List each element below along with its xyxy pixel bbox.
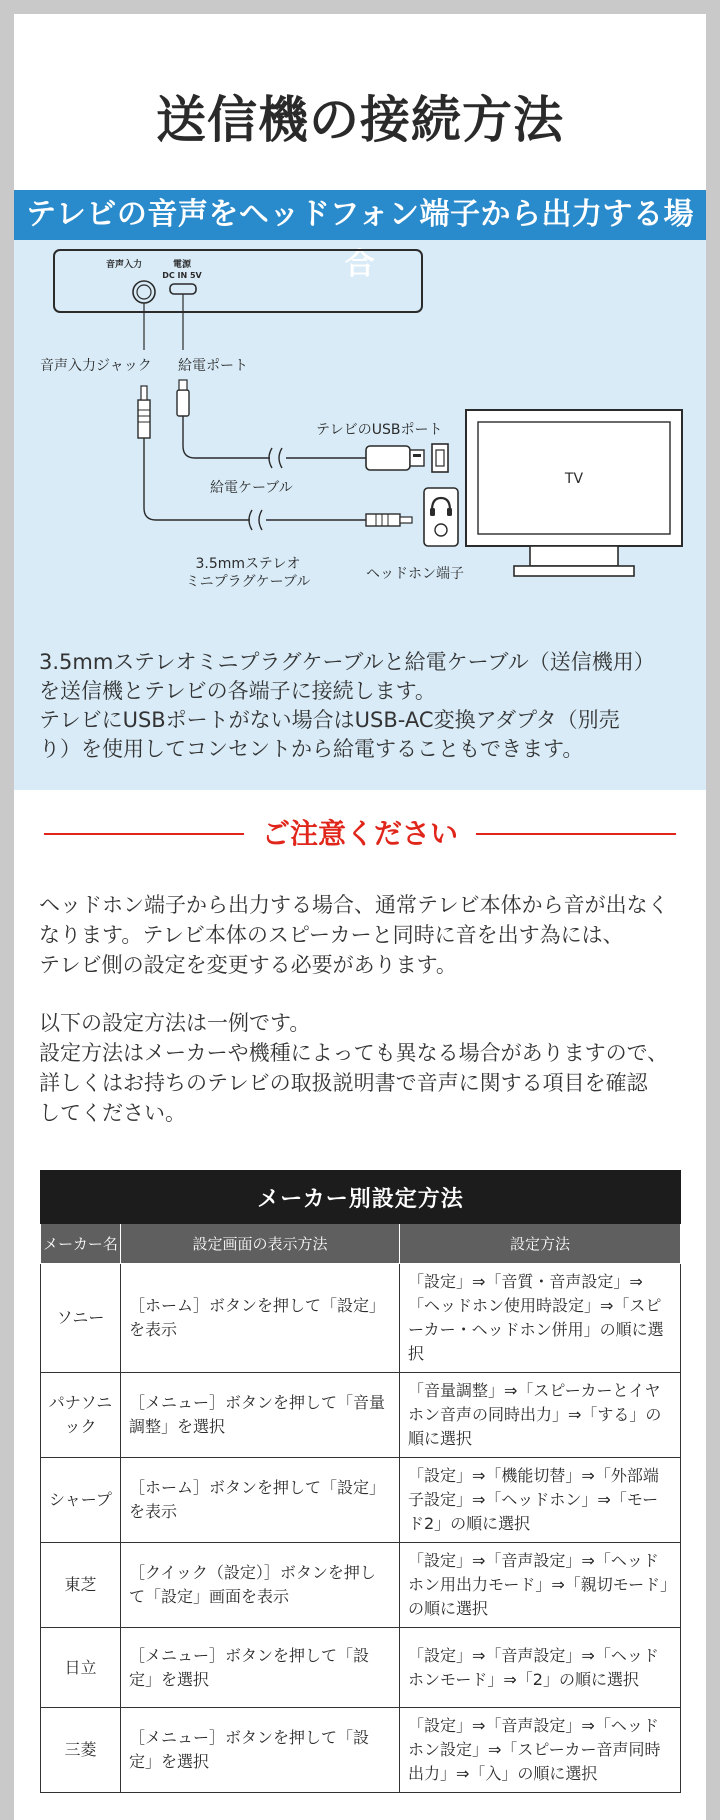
header-setting-method: 設定方法 — [400, 1224, 681, 1264]
setting-method-cell: 「設定」⇒「音声設定」⇒「ヘッドホン設定」⇒「スピーカー音声同時出力」⇒「入」の順に選択 — [400, 1708, 681, 1793]
tv-label: TV — [564, 471, 584, 487]
connection-description — [39, 648, 689, 764]
caution-label: ご注意ください — [250, 817, 470, 850]
caution-paragraph — [39, 890, 689, 980]
tv-usb-port-label: テレビのUSBポート — [316, 422, 443, 438]
header-maker: メーカー名 — [41, 1224, 121, 1264]
settings-note-paragraph — [39, 1008, 689, 1128]
setting-method-cell: 「設定」⇒「音質・音声設定」⇒「ヘッドホン使用時設定」⇒「スピーカー・ヘッドホン併用」の順に選択 — [400, 1264, 681, 1373]
caution-line: ヘッドホン端子から出力する場合、通常テレビ本体から音が出なく — [39, 893, 669, 917]
description-line: り）を使用してコンセントから給電することもできます。 — [39, 737, 584, 761]
note-line: 詳しくはお持ちのテレビの取扱説明書で音声に関する項目を確認 — [39, 1071, 648, 1095]
maker-cell: パナソニック — [41, 1373, 121, 1458]
power-port-label: 給電ポート — [178, 358, 248, 374]
display-method-cell: ［クイック（設定）］ボタンを押して「設定」画面を表示 — [121, 1543, 400, 1628]
display-method-cell: ［ホーム］ボタンを押して「設定」を表示 — [121, 1264, 400, 1373]
table-row — [41, 1543, 681, 1628]
description-line: を送信機とテレビの各端子に接続します。 — [39, 679, 436, 703]
note-line: 以下の設定方法は一例です。 — [39, 1011, 311, 1035]
connection-diagram — [14, 240, 706, 610]
display-method-cell: ［メニュー］ボタンを押して「設定」を選択 — [121, 1628, 400, 1708]
setting-method-cell: 「設定」⇒「音声設定」⇒「ヘッドホンモード」⇒「2」の順に選択 — [400, 1628, 681, 1708]
audio-jack-icon — [133, 281, 155, 303]
display-method-cell: ［ホーム］ボタンを押して「設定」を表示 — [121, 1458, 400, 1543]
caution-heading — [44, 814, 676, 854]
stereo-cable-label-1: 3.5mmステレオ — [195, 556, 301, 572]
audio-jack-label: 音声入力ジャック — [40, 358, 152, 374]
maker-cell: シャープ — [41, 1458, 121, 1543]
table-row — [41, 1628, 681, 1708]
usb-c-plug-icon — [177, 390, 189, 416]
device-label-power: 電源 — [172, 260, 192, 270]
caution-line: テレビ側の設定を変更する必要があります。 — [39, 953, 457, 977]
device-label-dc: DC IN 5V — [162, 271, 202, 280]
maker-settings-table — [40, 1170, 681, 1793]
table-row — [41, 1458, 681, 1543]
power-cable-label: 給電ケーブル — [210, 480, 293, 496]
table-row — [41, 1373, 681, 1458]
maker-cell: ソニー — [41, 1264, 121, 1373]
headphone-jack-label: ヘッドホン端子 — [366, 566, 464, 582]
maker-cell: 日立 — [41, 1628, 121, 1708]
header-display-method: 設定画面の表示方法 — [121, 1224, 400, 1264]
usb-a-plug-icon — [366, 446, 410, 470]
setting-method-cell: 「設定」⇒「音声設定」⇒「ヘッドホン用出力モード」⇒「親切モード」の順に選択 — [400, 1543, 681, 1628]
setting-method-cell: 「音量調整」⇒「スピーカーとイヤホン音声の同時出力」⇒「する」の順に選択 — [400, 1373, 681, 1458]
caution-line: なります。テレビ本体のスピーカーと同時に音を出す為には、 — [39, 923, 624, 947]
section-heading: テレビの音声をヘッドフォン端子から出力する場合 — [14, 190, 706, 240]
table-row — [41, 1264, 681, 1373]
description-line: テレビにUSBポートがない場合はUSB-AC変換アダプタ（別売 — [39, 708, 620, 732]
maker-cell: 三菱 — [41, 1708, 121, 1793]
tv-usb-port-icon — [432, 444, 448, 472]
note-line: 設定方法はメーカーや機種によっても異なる場合がありますので、 — [39, 1041, 669, 1065]
stereo-cable-label-2: ミニプラグケーブル — [185, 574, 311, 590]
table-row — [41, 1708, 681, 1793]
dc-port-icon — [170, 284, 196, 294]
display-method-cell: ［メニュー］ボタンを押して「設定」を選択 — [121, 1708, 400, 1793]
headphone-jack-icon — [424, 488, 458, 546]
page-sheet — [14, 14, 706, 1820]
device-label-audio-in: 音声入力 — [105, 260, 143, 270]
table-caption: メーカー別設定方法 — [41, 1171, 681, 1224]
connection-section — [14, 190, 706, 790]
maker-cell: 東芝 — [41, 1543, 121, 1628]
page-title: 送信機の接続方法 — [156, 91, 564, 149]
description-line: 3.5mmステレオミニプラグケーブルと給電ケーブル（送信機用） — [39, 650, 655, 674]
stereo-plug-icon — [138, 400, 150, 438]
setting-method-cell: 「設定」⇒「機能切替」⇒「外部端子設定」⇒「ヘッドホン」⇒「モード2」の順に選択 — [400, 1458, 681, 1543]
note-line: してください。 — [39, 1101, 186, 1125]
display-method-cell: ［メニュー］ボタンを押して「音量調整」を選択 — [121, 1373, 400, 1458]
